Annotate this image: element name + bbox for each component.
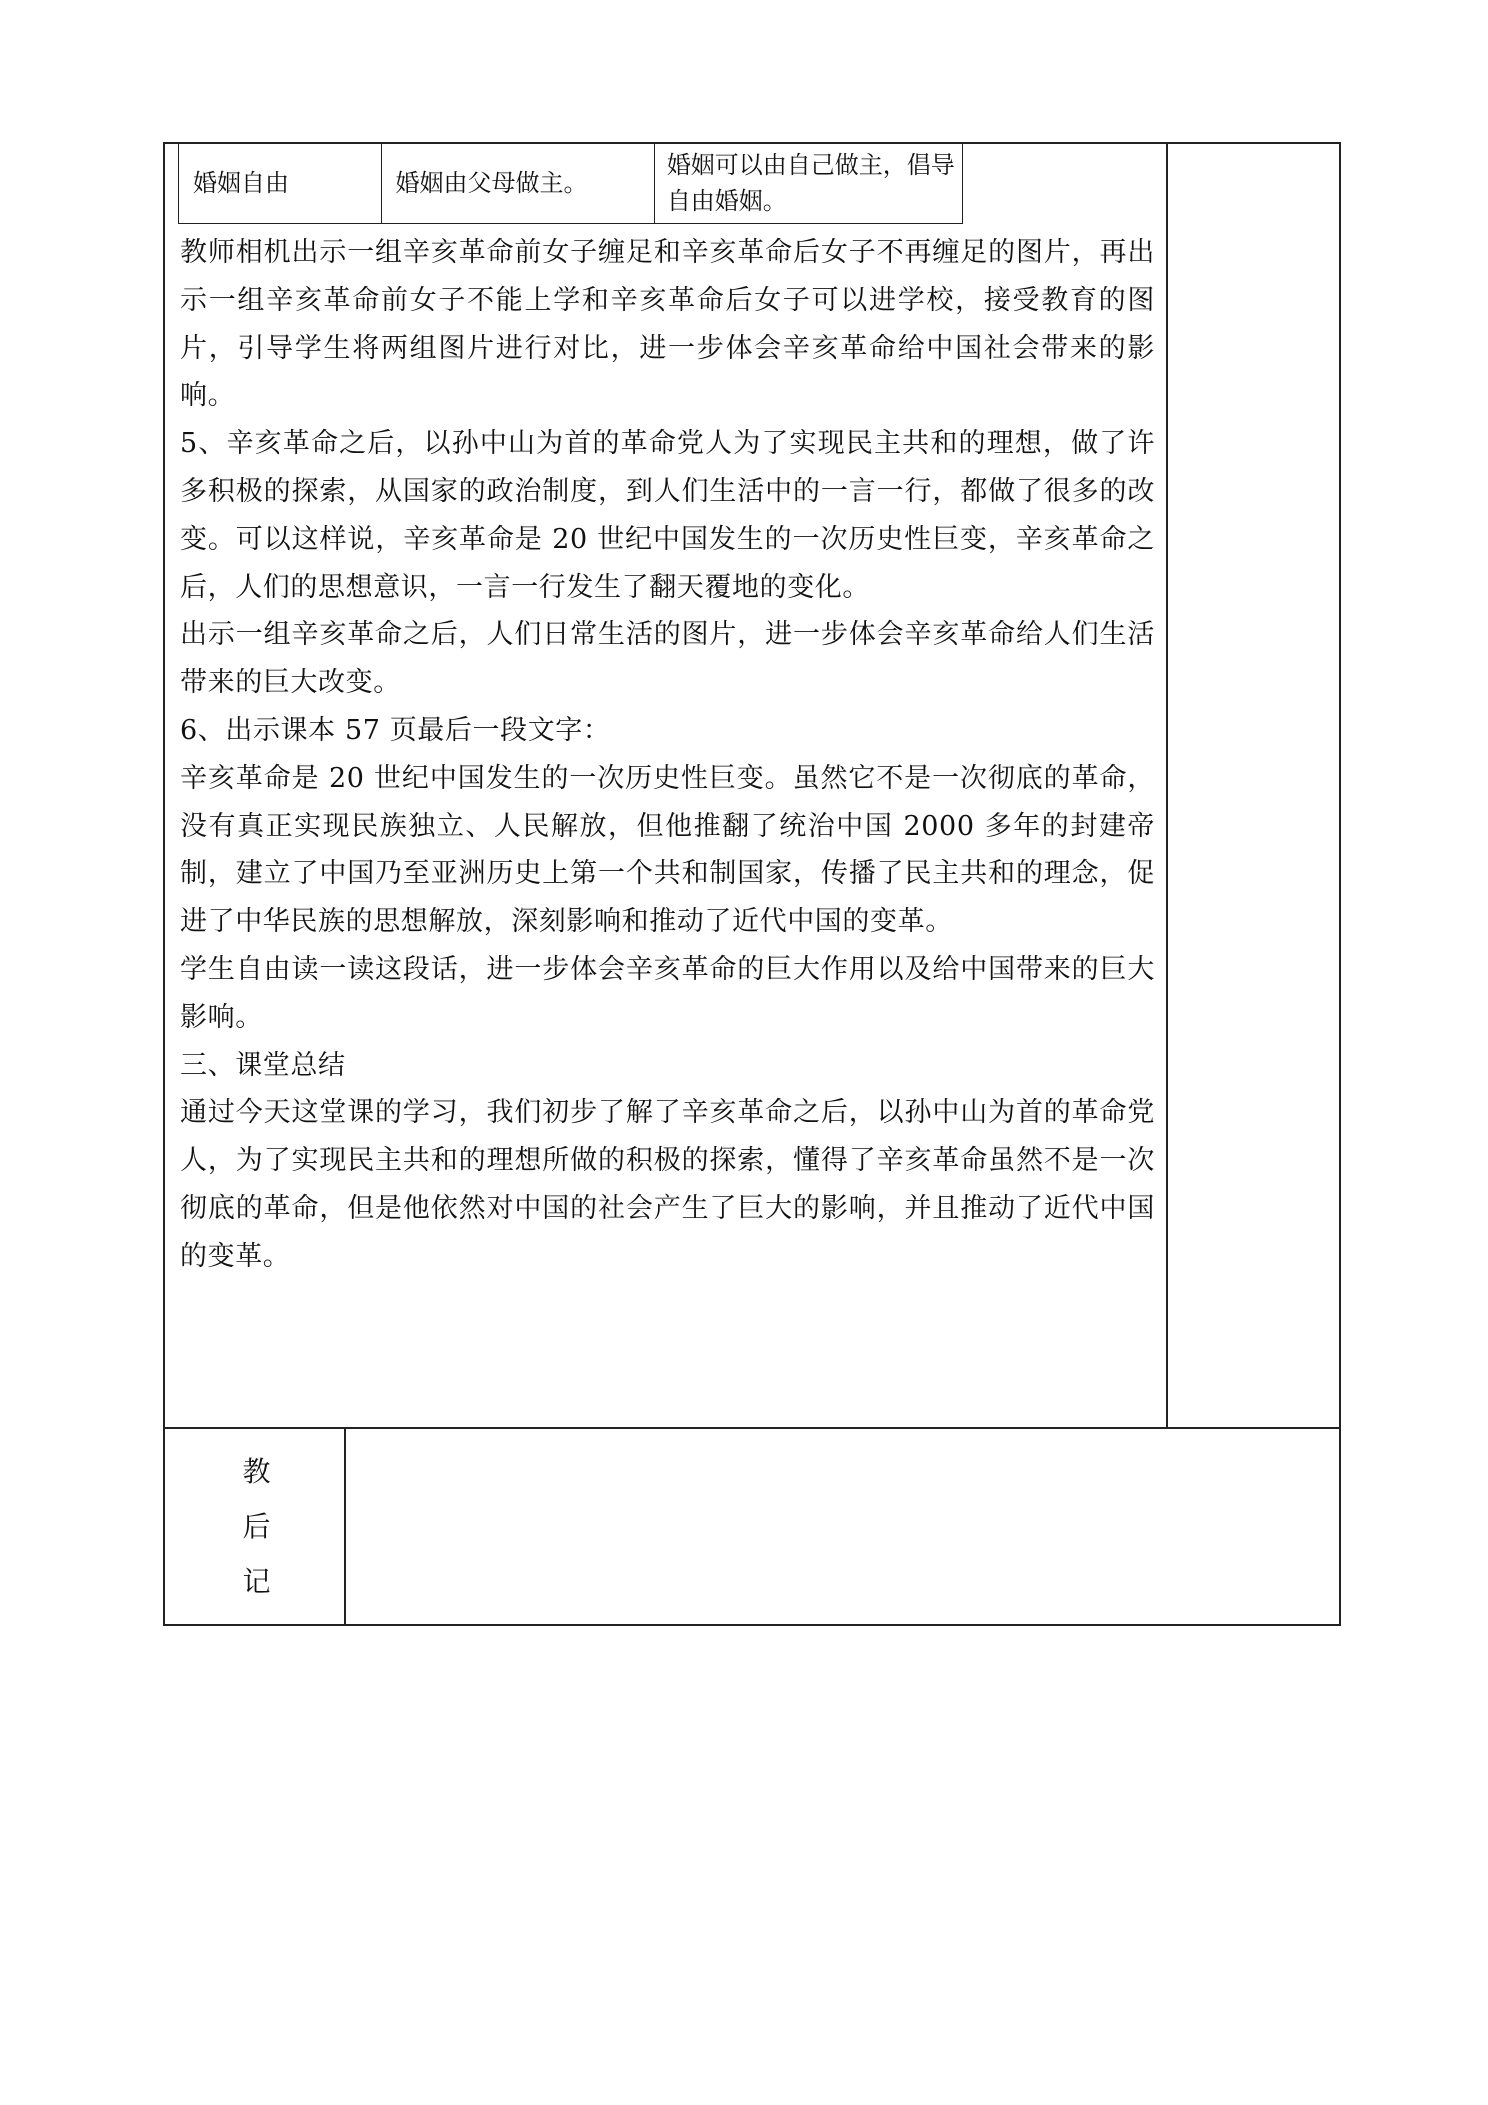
paragraph-summary: 通过今天这堂课的学习，我们初步了解了辛亥革命之后，以孙中山为首的革命党人，为了实现民主共和的理想所做的积极的探索，懂得了辛亥革命虽然不是一次彻底的革命，但是他依然对中国的社会产生了巨大的影响，并且推动了近代中国的变革。 bbox=[180, 1097, 1155, 1272]
paragraph-picture-comparison: 教师相机出示一组辛亥革命前女子缠足和辛亥革命后女子不再缠足的图片，再出示一组辛亥革命前女子不能上学和辛亥革命后女子可以进学校，接受教育的图片，引导学生将两组图片进行对比，进一步体会辛亥革命给中国社会带来的影响。 bbox=[180, 237, 1155, 412]
paragraph-step-5: 5、辛亥革命之后，以孙中山为首的革命党人为了实现民主共和的理想，做了许多积极的探索，从国家的政治制度，到人们生活中的一言一行，都做了很多的改变。可以这样说，辛亥革命是 20 世纪中国发生的一次历史性巨变，辛亥革命之后，人们的思想意识，一言一行发生了翻天覆地的变化。 bbox=[180, 428, 1155, 603]
paragraph-student-reading: 学生自由读一读这段话，进一步体会辛亥革命的巨大作用以及给中国带来的巨大影响。 bbox=[180, 953, 1155, 1033]
teaching-process-cell bbox=[165, 144, 1168, 1429]
paragraph-step-6: 6、出示课本 57 页最后一段文字： bbox=[180, 714, 611, 746]
comparison-before-cell: 婚姻由父母做主。 bbox=[382, 143, 655, 223]
lesson-content bbox=[180, 229, 1155, 1281]
reflection-notes bbox=[346, 1429, 1339, 1624]
paragraph-daily-life-pictures: 出示一组辛亥革命之后，人们日常生活的图片，进一步体会辛亥革命给人们生活带来的巨大改变。 bbox=[180, 619, 1155, 699]
comparison-after-cell: 婚姻可以由自己做主，倡导自由婚姻。 bbox=[666, 151, 955, 215]
reflection-label-char: 教 bbox=[242, 1455, 271, 1488]
reflection-label-char: 记 bbox=[242, 1565, 271, 1598]
comparison-aspect-cell: 婚姻自由 bbox=[179, 143, 382, 223]
reflection-label bbox=[165, 1429, 346, 1624]
reflection-label-char: 后 bbox=[242, 1510, 271, 1543]
section-heading-summary: 三、课堂总结 bbox=[180, 1049, 346, 1081]
comparison-table bbox=[178, 142, 963, 224]
lesson-plan-table bbox=[163, 142, 1341, 1626]
reflection-row bbox=[165, 1429, 1339, 1624]
paragraph-textbook-quote: 辛亥革命是 20 世纪中国发生的一次历史性巨变。虽然它不是一次彻底的革命，没有真正实现民族独立、人民解放，但他推翻了统治中国 2000 多年的封建帝制，建立了中国乃至亚洲历史上第一个共和制国家，传播了民主共和的理念，促进了中华民族的思想解放，深刻影响和推动了近代中国的变革。 bbox=[180, 762, 1155, 938]
side-notes-cell bbox=[1168, 144, 1341, 1429]
